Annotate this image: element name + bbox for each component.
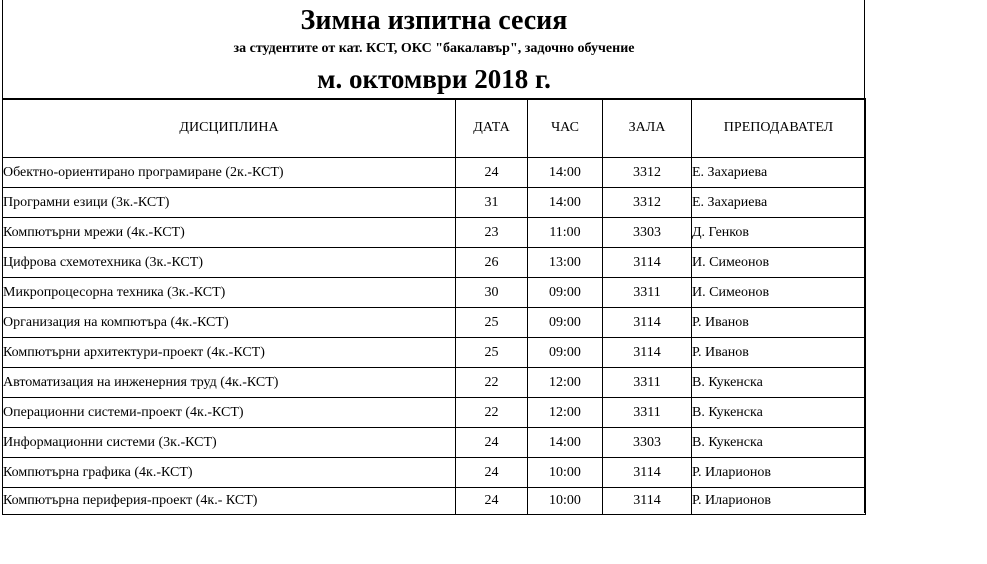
page-subtitle: за студентите от кат. КСТ, ОКС "бакалавър", задочно обучение [233, 41, 635, 56]
cell-room: 3312 [603, 188, 692, 218]
column-header-discipline: ДИСЦИПЛИНА [3, 99, 456, 158]
cell-time: 14:00 [528, 158, 603, 188]
cell-date: 24 [456, 158, 528, 188]
cell-room: 3114 [603, 458, 692, 488]
cell-room: 3114 [603, 488, 692, 515]
cell-time: 09:00 [528, 308, 603, 338]
cell-teacher: В. Кукенска [692, 398, 866, 428]
cell-room: 3114 [603, 248, 692, 278]
cell-time: 12:00 [528, 368, 603, 398]
table-header-row [3, 99, 866, 158]
cell-teacher: Р. Иванов [692, 308, 866, 338]
table-row [3, 428, 866, 458]
cell-discipline: Компютърни мрежи (4к.-КСТ) [3, 218, 456, 248]
cell-teacher: Д. Генков [692, 218, 866, 248]
cell-room: 3311 [603, 398, 692, 428]
cell-date: 23 [456, 218, 528, 248]
cell-discipline: Компютърна периферия-проект (4к.- КСТ) [3, 488, 456, 515]
cell-discipline: Организация на компютъра (4к.-КСТ) [3, 308, 456, 338]
table-row [3, 458, 866, 488]
cell-room: 3303 [603, 428, 692, 458]
cell-teacher: Е. Захариева [692, 188, 866, 218]
column-header-teacher: ПРЕПОДАВАТЕЛ [692, 99, 866, 158]
cell-time: 14:00 [528, 428, 603, 458]
schedule-sheet [2, 0, 865, 513]
cell-teacher: В. Кукенска [692, 368, 866, 398]
cell-time: 11:00 [528, 218, 603, 248]
table-row [3, 278, 866, 308]
cell-room: 3311 [603, 278, 692, 308]
table-row [3, 248, 866, 278]
table-row [3, 308, 866, 338]
cell-discipline: Автоматизация на инженерния труд (4к.-КСТ) [3, 368, 456, 398]
column-header-date: ДАТА [456, 99, 528, 158]
cell-date: 26 [456, 248, 528, 278]
cell-discipline: Компютърна графика (4к.-КСТ) [3, 458, 456, 488]
column-header-room: ЗАЛА [603, 99, 692, 158]
cell-teacher: Е. Захариева [692, 158, 866, 188]
cell-teacher: Р. Иванов [692, 338, 866, 368]
cell-time: 10:00 [528, 488, 603, 515]
table-row [3, 158, 866, 188]
cell-teacher: И. Симеонов [692, 248, 866, 278]
cell-teacher: Р. Иларионов [692, 458, 866, 488]
cell-teacher: Р. Иларионов [692, 488, 866, 515]
cell-time: 12:00 [528, 398, 603, 428]
cell-discipline: Компютърни архитектури-проект (4к.-КСТ) [3, 338, 456, 368]
cell-discipline: Информационни системи (3к.-КСТ) [3, 428, 456, 458]
cell-room: 3312 [603, 158, 692, 188]
session-month: м. октомври 2018 г. [317, 64, 551, 94]
cell-discipline: Микропроцесорна техника (3к.-КСТ) [3, 278, 456, 308]
cell-teacher: В. Кукенска [692, 428, 866, 458]
cell-time: 10:00 [528, 458, 603, 488]
cell-room: 3114 [603, 338, 692, 368]
cell-discipline: Програмни езици (3к.-КСТ) [3, 188, 456, 218]
cell-time: 14:00 [528, 188, 603, 218]
table-row [3, 368, 866, 398]
column-header-time: ЧАС [528, 99, 603, 158]
cell-date: 24 [456, 428, 528, 458]
cell-teacher: И. Симеонов [692, 278, 866, 308]
cell-date: 22 [456, 398, 528, 428]
cell-date: 25 [456, 308, 528, 338]
table-row [3, 398, 866, 428]
page-title: Зимна изпитна сесия [300, 5, 568, 36]
cell-room: 3114 [603, 308, 692, 338]
cell-discipline: Цифрова схемотехника (3к.-КСТ) [3, 248, 456, 278]
cell-time: 09:00 [528, 278, 603, 308]
cell-room: 3303 [603, 218, 692, 248]
cell-discipline: Обектно-ориентирано програмиране (2к.-КСТ) [3, 158, 456, 188]
table-row [3, 488, 866, 515]
cell-date: 25 [456, 338, 528, 368]
cell-time: 13:00 [528, 248, 603, 278]
cell-date: 24 [456, 488, 528, 515]
table-row [3, 218, 866, 248]
cell-date: 30 [456, 278, 528, 308]
cell-date: 22 [456, 368, 528, 398]
cell-discipline: Операционни системи-проект (4к.-КСТ) [3, 398, 456, 428]
table-row [3, 338, 866, 368]
schedule-header [3, 0, 865, 100]
exam-schedule-table [2, 98, 866, 515]
cell-date: 31 [456, 188, 528, 218]
cell-date: 24 [456, 458, 528, 488]
cell-time: 09:00 [528, 338, 603, 368]
table-row [3, 188, 866, 218]
cell-room: 3311 [603, 368, 692, 398]
